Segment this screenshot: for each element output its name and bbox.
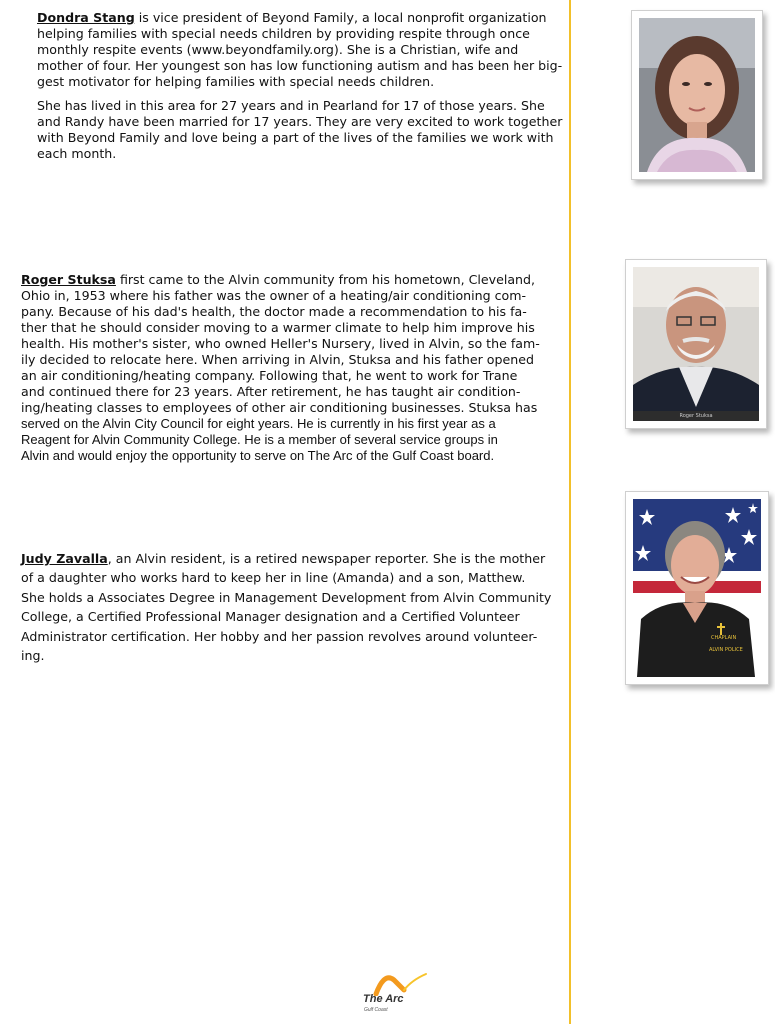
bio-line: , an Alvin resident, is a retired newspaper reporter. She is the mother [107,551,546,566]
profile-judy-zavalla [21,549,567,673]
portrait-image [639,18,755,172]
bio-line: each month. [37,146,117,161]
bio-line: Alvin and would enjoy the opportunity to serve on The Arc of the Gulf Coast board. [21,448,495,463]
bio-line: gest motivator for helping families with special needs children. [37,74,435,89]
bio-line: is vice president of Beyond Family, a local nonprofit organization [134,10,547,25]
bio-line: ther that he should consider moving to a warmer climate to help him improve his [21,320,535,335]
the-arc-logo [360,970,430,1018]
bio-line: and continued there for 23 years. After retirement, he has taught air condition- [21,384,521,399]
photo-dondra-stang [631,10,763,180]
bio-paragraph-1 [37,10,567,90]
portrait-image [633,499,761,677]
bio-line: Ohio in, 1953 where his father was the owner of a heating/air conditioning com- [21,288,527,303]
photo-judy-zavalla [625,491,769,685]
photo-caption: Roger Stuksa [633,411,759,421]
profile-name: Roger Stuksa [21,272,116,287]
bio-line: pany. Because of his dad's health, the doctor made a recommendation to his fa- [21,304,527,319]
bio-line: with Beyond Family and love being a part of the lives of the families we work with [37,130,554,145]
bio-line: Reagent for Alvin Community College. He is a member of several service groups in [21,432,498,447]
bio-line: and Randy have been married for 17 years. They are very excited to work together [37,114,563,129]
bio-line: served on the Alvin City Council for eight years. He is currently in his first year as a [21,416,496,431]
profile-name: Judy Zavalla [21,551,108,566]
bio-line: ily decided to relocate here. When arriving in Alvin, Stuksa and his father opened [21,352,534,367]
profile-roger-stuksa [21,272,567,472]
bio-line: of a daughter who works hard to keep her in line (Amanda) and a son, Matthew. [21,570,526,586]
portrait-woman-flag-icon [633,499,761,677]
bio-paragraph-2 [37,98,567,162]
bio-line: ing/heating classes to employees of other air conditioning businesses. Stuksa has [21,400,538,415]
photo-roger-stuksa [625,259,767,429]
bio-line: She has lived in this area for 27 years and in Pearland for 17 of those years. She [37,98,545,113]
profile-dondra-stang [37,10,567,170]
logo-subtitle: Gulf Coast [364,1007,388,1013]
bio-line: an air conditioning/heating company. Following that, he went to work for Trane [21,368,518,383]
bio-line: first came to the Alvin community from his hometown, Cleveland, [115,272,536,287]
shirt-text: CHAPLAIN [711,635,737,641]
column-divider [569,0,571,1024]
bio-line: College, a Certified Professional Manager designation and a Certified Volunteer [21,609,520,625]
logo-name: The Arc [363,993,404,1005]
bio-paragraph [21,549,567,665]
bio-line: health. His mother's sister, who owned Heller's Nursery, lived in Alvin, so the fam- [21,336,540,351]
portrait-man-icon [633,267,759,421]
shirt-text: ALVIN POLICE [709,647,743,653]
profile-name: Dondra Stang [37,10,135,25]
portrait-image [633,267,759,421]
bio-line: helping families with special needs children by providing respite through once [37,26,530,41]
bio-line: She holds a Associates Degree in Management Development from Alvin Community [21,589,552,605]
portrait-woman-icon [639,18,755,172]
bio-line: Administrator certification. Her hobby and her passion revolves around volunteer- [21,628,538,644]
bio-line: ing. [21,648,45,664]
bio-line: monthly respite events (www.beyondfamily.org). She is a Christian, wife and [37,42,519,57]
bio-line: mother of four. Her youngest son has low functioning autism and has been her big- [37,58,563,73]
bio-paragraph [21,272,567,464]
